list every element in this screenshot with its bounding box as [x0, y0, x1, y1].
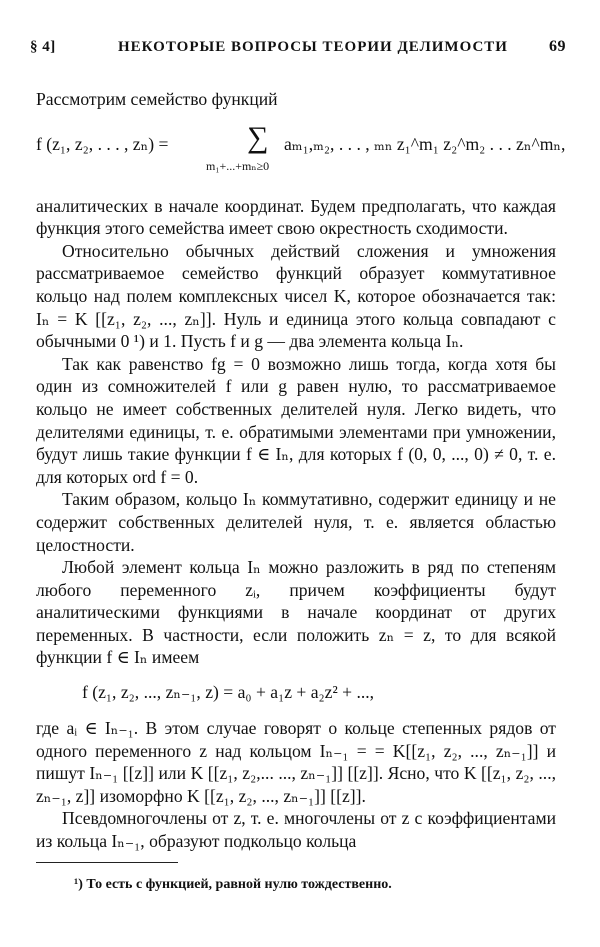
paragraph-5: Любой элемент кольца Iₙ можно разложить в ряд по степеням любого переменного zᵢ, причем коэффициенты будут аналитическими функциями в начале координат от других переменных. В частности, если положить zₙ = z, то для всякой функции f ∈ Iₙ имеем	[36, 557, 556, 668]
paragraph-4: Таким образом, кольцо Iₙ коммутативно, содержит единицу и не содержит собственных делителей нуля, т. е. является областью целостности.	[36, 489, 556, 555]
formula-rhs: aₘ₁,ₘ₂, . . . , ₘₙ z₁^m₁ z₂^m₂ . . . zₙ^mₙ,	[284, 133, 566, 154]
paragraph-2: Относительно обычных действий сложения и умножения рассматриваемое семейство функций образует коммутативное кольцо над полем комплексных чисел K, которое обозначается так: Iₙ = K [[z₁, z₂, ..., zₙ]]. Нуль и единица этого кольца совпадают с обычными 0 ¹) и 1. Пусть f и g — два элемента кольца Iₙ.	[36, 240, 556, 352]
power-series-formula	[36, 120, 566, 183]
formula-lhs: f (z₁, z₂, . . . , zₙ) =	[36, 133, 169, 154]
paragraph-1: аналитических в начале координат. Будем предполагать, что каждая функция этого семейства имеет свою окрестность сходимости.	[36, 195, 556, 239]
sum-symbol: ∑	[247, 120, 269, 154]
footnote: ¹) То есть с функцией, равной нулю тождественно.	[74, 877, 392, 892]
running-title: НЕКОТОРЫЕ ВОПРОСЫ ТЕОРИИ ДЕЛИМОСТИ	[118, 39, 508, 55]
page-body	[36, 88, 566, 853]
sum-subscript: m₁+...+mₙ≥0	[206, 158, 270, 173]
footnote-divider	[36, 862, 178, 863]
page-number: 69	[549, 38, 566, 55]
series-expansion-formula: f (z₁, z₂, ..., zₙ₋₁, z) = a₀ + a₁z + a₂z² + ...,	[82, 682, 375, 703]
section-marker: § 4]	[30, 39, 56, 55]
intro-line: Рассмотрим семейство функций	[36, 89, 278, 109]
running-header	[30, 36, 566, 62]
paragraph-3: Так как равенство fg = 0 возможно лишь тогда, когда хотя бы один из сомножителей f или g равен нулю, то рассматриваемое кольцо не имеет собственных делителей нуля. Легко видеть, что делителями единицы, т. е. обратимыми элементами при умножении, будут лишь такие функции f ∈ Iₙ, для которых f (0, 0, ..., 0) ≠ 0, т. е. для которых ord f = 0.	[36, 353, 556, 487]
paragraph-6: где aᵢ ∈ Iₙ₋₁. В этом случае говорят о кольце степенных рядов от одного переменного z над кольцом Iₙ₋₁ = = K[[z₁, z₂, ..., zₙ₋₁]] и пишут Iₙ₋₁ [[z]] или K [[z₁, z₂,... ..., zₙ₋₁]] [[z]]. Ясно, что K [[z₁, z₂, ..., zₙ₋₁, z]] изоморфно K [[z₁, z₂, ..., zₙ₋₁]] [[z]].	[36, 718, 556, 806]
paragraph-7: Псевдомногочлены от z, т. е. многочлены от z с коэффициентами из кольца Iₙ₋₁, образуют подкольцо кольца	[36, 808, 556, 852]
